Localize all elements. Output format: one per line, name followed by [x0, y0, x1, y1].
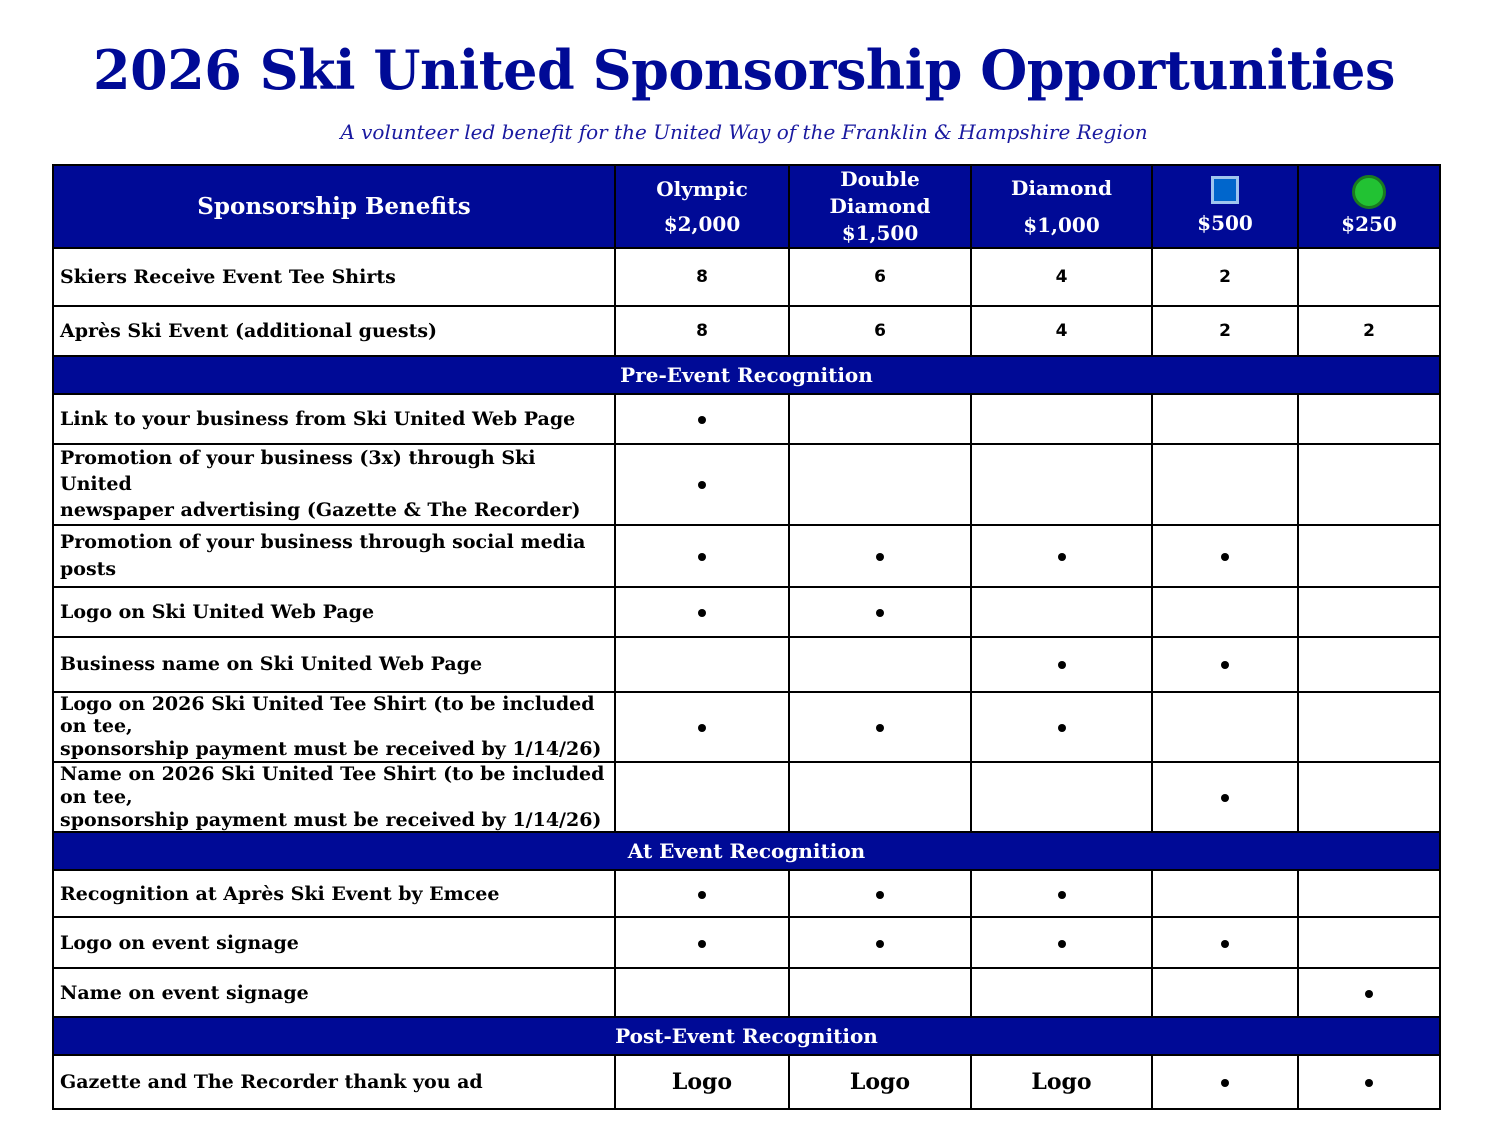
benefit-row: [53, 1055, 1440, 1109]
benefit-row: [53, 394, 1440, 444]
page-subtitle: A volunteer led benefit for the United Way of the Franklin & Hampshire Region: [340, 120, 1148, 144]
green-circle-icon: [1352, 175, 1386, 209]
benefit-cell-500: [1152, 637, 1298, 692]
benefit-cell-250: [1298, 692, 1440, 762]
bullet-dot-icon: [1221, 553, 1229, 561]
benefit-cell-500: [1152, 917, 1298, 968]
tier-header-250: [1298, 165, 1440, 248]
benefit-cell-500: [1152, 762, 1298, 832]
bullet-dot-icon: [1058, 553, 1066, 561]
bullet-dot-icon: [1058, 891, 1066, 899]
benefit-cell-olympic: [615, 525, 789, 587]
benefit-cell-250: [1298, 248, 1440, 306]
benefit-cell-olympic: [615, 762, 789, 832]
benefit-cell-diamond: [971, 587, 1152, 637]
benefit-row: [53, 968, 1440, 1017]
benefit-cell-olympic: [615, 870, 789, 917]
bullet-dot-icon: [698, 724, 706, 732]
tier-name: Double Diamond: [829, 167, 931, 218]
benefit-label: [53, 444, 615, 525]
tier-header-olympic: [615, 165, 789, 248]
benefit-label: Name on event signage: [53, 968, 615, 1017]
benefit-cell-250: [1298, 870, 1440, 917]
benefit-cell-250: [1298, 917, 1440, 968]
benefit-cell-diamond: [971, 637, 1152, 692]
benefit-label: [53, 762, 615, 832]
benefit-cell-250: [1298, 444, 1440, 525]
benefit-cell-250: [1298, 394, 1440, 444]
benefit-cell-500: [1152, 692, 1298, 762]
bullet-dot-icon: [1365, 990, 1373, 998]
bullet-dot-icon: [876, 553, 884, 561]
benefit-cell-diamond: [971, 444, 1152, 525]
benefit-cell-250: 2: [1298, 306, 1440, 356]
benefit-cell-500: 2: [1152, 248, 1298, 306]
benefit-cell-diamond: [971, 870, 1152, 917]
tier-price: $1,500: [841, 221, 919, 245]
benefit-label-line: newspaper advertising (Gazette & The Recorder): [60, 499, 581, 522]
benefit-cell-diamond: 4: [971, 306, 1152, 356]
benefit-row: [53, 692, 1440, 762]
benefit-cell-olympic: Logo: [615, 1055, 789, 1109]
bullet-dot-icon: [876, 891, 884, 899]
benefit-cell-olympic: [615, 394, 789, 444]
benefit-label: [53, 692, 615, 762]
tier-price: $250: [1341, 212, 1397, 236]
blue-square-icon: [1211, 176, 1239, 204]
benefit-cell-500: [1152, 587, 1298, 637]
benefit-cell-diamond: [971, 917, 1152, 968]
benefit-cell-500: [1152, 1055, 1298, 1109]
benefit-cell-olympic: [615, 444, 789, 525]
benefit-cell-500: [1152, 394, 1298, 444]
tier-price: $2,000: [663, 211, 741, 236]
benefit-row: [53, 870, 1440, 917]
benefit-cell-double-diamond: [789, 692, 971, 762]
benefit-label: Gazette and The Recorder thank you ad: [53, 1055, 615, 1109]
bullet-dot-icon: [698, 609, 706, 617]
benefit-label-line: sponsorship payment must be received by 1/14/26): [60, 738, 602, 761]
benefit-cell-500: [1152, 968, 1298, 1017]
benefit-cell-double-diamond: Logo: [789, 1055, 971, 1109]
benefit-cell-double-diamond: [789, 444, 971, 525]
benefit-row: [53, 248, 1440, 306]
benefit-cell-olympic: 8: [615, 306, 789, 356]
bullet-dot-icon: [876, 724, 884, 732]
benefit-cell-olympic: [615, 917, 789, 968]
benefit-row: [53, 587, 1440, 637]
benefit-row: [53, 637, 1440, 692]
benefit-row: [53, 525, 1440, 587]
benefit-cell-olympic: [615, 587, 789, 637]
benefit-cell-500: 2: [1152, 306, 1298, 356]
section-title: At Event Recognition: [53, 832, 1440, 870]
benefits-column-header: Sponsorship Benefits: [53, 165, 615, 248]
bullet-dot-icon: [698, 481, 706, 489]
benefit-cell-double-diamond: [789, 525, 971, 587]
benefit-cell-double-diamond: [789, 587, 971, 637]
benefit-cell-500: [1152, 870, 1298, 917]
benefit-row: [53, 762, 1440, 832]
benefit-cell-double-diamond: 6: [789, 306, 971, 356]
bullet-dot-icon: [698, 891, 706, 899]
benefit-label-line: sponsorship payment must be received by 1/14/26): [60, 808, 602, 831]
benefit-label: Link to your business from Ski United Web Page: [53, 394, 615, 444]
section-header-row: [53, 1017, 1440, 1055]
benefit-cell-olympic: [615, 637, 789, 692]
benefit-cell-olympic: [615, 968, 789, 1017]
benefit-cell-500: [1152, 525, 1298, 587]
benefit-cell-diamond: [971, 762, 1152, 832]
benefit-label-line: Logo on 2026 Ski United Tee Shirt (to be included on tee,: [60, 692, 595, 738]
benefit-cell-250: [1298, 762, 1440, 832]
benefit-cell-double-diamond: [789, 762, 971, 832]
tier-price: $500: [1197, 211, 1253, 235]
benefit-cell-double-diamond: [789, 394, 971, 444]
benefit-cell-250: [1298, 525, 1440, 587]
benefit-cell-olympic: [615, 692, 789, 762]
tier-header-500: [1152, 165, 1298, 248]
benefit-cell-250: [1298, 637, 1440, 692]
bullet-dot-icon: [876, 609, 884, 617]
benefit-cell-diamond: [971, 968, 1152, 1017]
bullet-dot-icon: [1058, 724, 1066, 732]
bullet-dot-icon: [1058, 940, 1066, 948]
bullet-dot-icon: [698, 553, 706, 561]
benefit-label-line: Promotion of your business (3x) through Ski United: [60, 447, 536, 496]
bullet-dot-icon: [698, 940, 706, 948]
benefit-cell-diamond: 4: [971, 248, 1152, 306]
benefit-label: Logo on event signage: [53, 917, 615, 968]
benefit-cell-diamond: Logo: [971, 1055, 1152, 1109]
table-header-row: [53, 165, 1440, 248]
bullet-dot-icon: [1221, 794, 1229, 802]
section-title: Pre-Event Recognition: [53, 356, 1440, 394]
benefit-cell-double-diamond: [789, 917, 971, 968]
section-header-row: [53, 356, 1440, 394]
benefit-label-line: Name on 2026 Ski United Tee Shirt (to be included on tee,: [60, 763, 605, 808]
benefit-label: Logo on Ski United Web Page: [53, 587, 615, 637]
section-header-row: [53, 832, 1440, 870]
benefit-row: [53, 306, 1440, 356]
tier-header-double-diamond: [789, 165, 971, 248]
benefit-label: Skiers Receive Event Tee Shirts: [53, 248, 615, 306]
benefit-cell-double-diamond: [789, 870, 971, 917]
bullet-dot-icon: [1221, 1079, 1229, 1087]
benefit-cell-250: [1298, 1055, 1440, 1109]
tier-price: $1,000: [1023, 212, 1100, 237]
page-title: 2026 Ski United Sponsorship Opportunities: [93, 38, 1395, 102]
benefit-cell-double-diamond: [789, 637, 971, 692]
benefit-cell-250: [1298, 587, 1440, 637]
benefit-cell-diamond: [971, 692, 1152, 762]
bullet-dot-icon: [1221, 661, 1229, 669]
bullet-dot-icon: [1365, 1079, 1373, 1087]
benefit-label: Promotion of your business through social media posts: [53, 525, 615, 587]
bullet-dot-icon: [1058, 661, 1066, 669]
tier-name: Diamond: [1011, 175, 1112, 200]
benefit-label: Business name on Ski United Web Page: [53, 637, 615, 692]
benefit-cell-olympic: 8: [615, 248, 789, 306]
section-title: Post-Event Recognition: [53, 1017, 1440, 1055]
bullet-dot-icon: [698, 416, 706, 424]
benefit-row: [53, 917, 1440, 968]
benefit-label: Recognition at Après Ski Event by Emcee: [53, 870, 615, 917]
sponsorship-table: [52, 164, 1441, 1110]
tier-header-diamond: [971, 165, 1152, 248]
bullet-dot-icon: [1221, 940, 1229, 948]
benefit-cell-500: [1152, 444, 1298, 525]
benefit-cell-diamond: [971, 525, 1152, 587]
benefit-cell-double-diamond: 6: [789, 248, 971, 306]
tier-name: Olympic: [656, 176, 748, 201]
benefit-cell-double-diamond: [789, 968, 971, 1017]
benefit-row: [53, 444, 1440, 525]
bullet-dot-icon: [876, 940, 884, 948]
benefit-cell-diamond: [971, 394, 1152, 444]
benefit-cell-250: [1298, 968, 1440, 1017]
benefit-label: Après Ski Event (additional guests): [53, 306, 615, 356]
